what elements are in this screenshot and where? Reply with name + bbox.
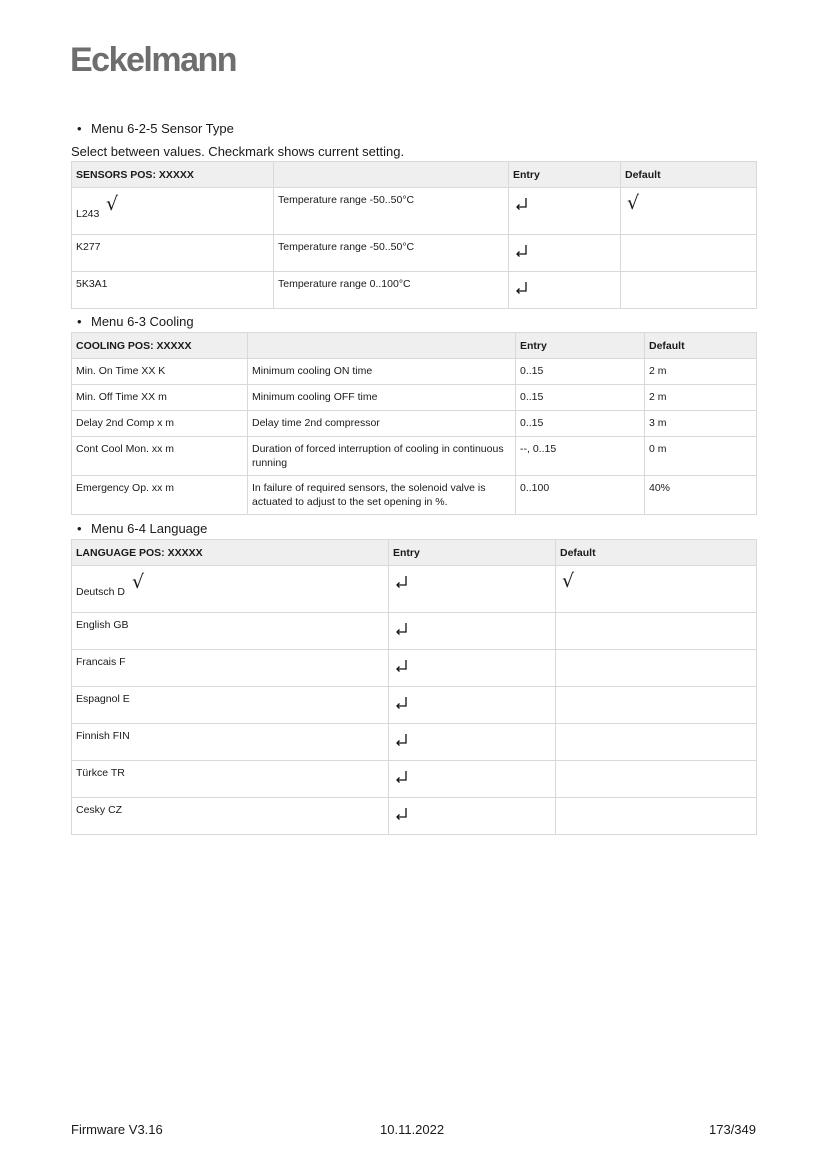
table-row[interactable] <box>72 566 757 613</box>
checkmark-icon: √ <box>627 192 640 214</box>
enter-arrow-icon <box>395 575 409 589</box>
company-logo: Eckelmann <box>70 41 237 79</box>
column-header: Default <box>645 333 757 359</box>
language-name: Finnish FIN <box>76 730 130 742</box>
column-header: COOLING POS: XXXXX <box>72 333 248 359</box>
sensor-name-cell <box>72 235 274 272</box>
entry-cell[interactable] <box>389 798 556 835</box>
table-row[interactable] <box>72 761 757 798</box>
column-header: Entry <box>516 333 645 359</box>
table-row[interactable] <box>72 724 757 761</box>
footer-date: 10.11.2022 <box>380 1122 445 1137</box>
checkmark-icon: √ <box>562 570 575 592</box>
table-row[interactable] <box>72 798 757 835</box>
table-row <box>72 385 757 411</box>
enter-arrow-icon <box>395 770 409 784</box>
column-header: Entry <box>389 540 556 566</box>
language-name: Cesky CZ <box>76 804 123 816</box>
language-table <box>71 539 757 835</box>
language-name: Türkce TR <box>76 767 125 779</box>
enter-arrow-icon <box>515 244 529 258</box>
default-cell <box>556 613 757 650</box>
footer-firmware: Firmware V3.16 <box>71 1122 163 1137</box>
section-heading-language: • Menu 6-4 Language <box>77 521 208 536</box>
section-heading-cooling: • Menu 6-3 Cooling <box>77 314 194 329</box>
column-header: SENSORS POS: XXXXX <box>72 162 274 188</box>
language-name: Deutsch D <box>76 586 126 598</box>
cooling-description: Minimum cooling OFF time <box>248 385 516 411</box>
entry-cell[interactable] <box>389 724 556 761</box>
section-heading-sensor: • Menu 6-2-5 Sensor Type <box>77 121 234 136</box>
language-name-cell <box>72 650 389 687</box>
sensor-name-cell <box>72 272 274 309</box>
cooling-description: Duration of forced interruption of cooling in continuous running <box>248 437 516 476</box>
column-header: Entry <box>509 162 621 188</box>
enter-arrow-icon <box>515 281 529 295</box>
default-cell <box>556 798 757 835</box>
entry-cell[interactable] <box>389 761 556 798</box>
column-header <box>274 162 509 188</box>
sensor-name: K277 <box>76 241 101 253</box>
cooling-description: Delay time 2nd compressor <box>248 411 516 437</box>
cooling-param: Delay 2nd Comp x m <box>72 411 248 437</box>
cooling-param: Cont Cool Mon. xx m <box>72 437 248 476</box>
sensor-description: Temperature range -50..50°C <box>274 188 509 235</box>
enter-arrow-icon <box>395 659 409 673</box>
entry-cell[interactable] <box>389 613 556 650</box>
column-header: Default <box>556 540 757 566</box>
default-cell <box>556 566 757 613</box>
language-name: English GB <box>76 619 129 631</box>
cooling-description: Minimum cooling ON time <box>248 359 516 385</box>
default-cell <box>621 235 757 272</box>
enter-arrow-icon <box>395 622 409 636</box>
table-row <box>72 437 757 476</box>
checkmark-icon: √ <box>132 571 145 593</box>
entry-cell[interactable] <box>509 272 621 309</box>
entry-cell[interactable] <box>509 235 621 272</box>
cooling-param: Min. Off Time XX m <box>72 385 248 411</box>
cooling-table <box>71 332 757 515</box>
column-header <box>248 333 516 359</box>
table-row <box>72 476 757 515</box>
language-name-cell <box>72 613 389 650</box>
cooling-entry-range: 0..15 <box>516 411 645 437</box>
cooling-param: Min. On Time XX K <box>72 359 248 385</box>
language-name-cell <box>72 724 389 761</box>
cooling-default-value: 40% <box>645 476 757 515</box>
sensor-name-cell <box>72 188 274 235</box>
footer-page-number: 173/349 <box>709 1122 756 1137</box>
default-cell <box>621 272 757 309</box>
enter-arrow-icon <box>515 197 529 211</box>
language-name-cell <box>72 566 389 613</box>
sensor-description: Temperature range -50..50°C <box>274 235 509 272</box>
language-name-cell <box>72 798 389 835</box>
enter-arrow-icon <box>395 807 409 821</box>
default-cell <box>556 761 757 798</box>
cooling-entry-range: --, 0..15 <box>516 437 645 476</box>
table-row[interactable] <box>72 687 757 724</box>
column-header: LANGUAGE POS: XXXXX <box>72 540 389 566</box>
table-row[interactable] <box>72 272 757 309</box>
cooling-description: In failure of required sensors, the solenoid valve is actuated to adjust to the set opening in %. <box>248 476 516 515</box>
cooling-entry-range: 0..15 <box>516 359 645 385</box>
table-row[interactable] <box>72 235 757 272</box>
default-cell <box>556 687 757 724</box>
default-cell <box>556 650 757 687</box>
language-name-cell <box>72 761 389 798</box>
entry-cell[interactable] <box>389 687 556 724</box>
entry-cell[interactable] <box>509 188 621 235</box>
language-name: Francais F <box>76 656 126 668</box>
cooling-default-value: 0 m <box>645 437 757 476</box>
sensor-intro-text: Select between values. Checkmark shows current setting. <box>71 144 405 159</box>
cooling-entry-range: 0..15 <box>516 385 645 411</box>
table-row[interactable] <box>72 613 757 650</box>
table-row[interactable] <box>72 650 757 687</box>
enter-arrow-icon <box>395 733 409 747</box>
language-name-cell <box>72 687 389 724</box>
language-name: Espagnol E <box>76 693 130 705</box>
default-cell <box>556 724 757 761</box>
cooling-default-value: 2 m <box>645 359 757 385</box>
entry-cell[interactable] <box>389 566 556 613</box>
cooling-param: Emergency Op. xx m <box>72 476 248 515</box>
sensor-table <box>71 161 757 309</box>
cooling-default-value: 2 m <box>645 385 757 411</box>
cooling-default-value: 3 m <box>645 411 757 437</box>
default-cell <box>621 188 757 235</box>
table-row[interactable] <box>72 188 757 235</box>
table-row <box>72 411 757 437</box>
checkmark-icon: √ <box>106 193 119 215</box>
sensor-name: L243 <box>76 208 100 220</box>
entry-cell[interactable] <box>389 650 556 687</box>
sensor-description: Temperature range 0..100°C <box>274 272 509 309</box>
enter-arrow-icon <box>395 696 409 710</box>
sensor-name: 5K3A1 <box>76 278 108 290</box>
cooling-entry-range: 0..100 <box>516 476 645 515</box>
column-header: Default <box>621 162 757 188</box>
table-row <box>72 359 757 385</box>
